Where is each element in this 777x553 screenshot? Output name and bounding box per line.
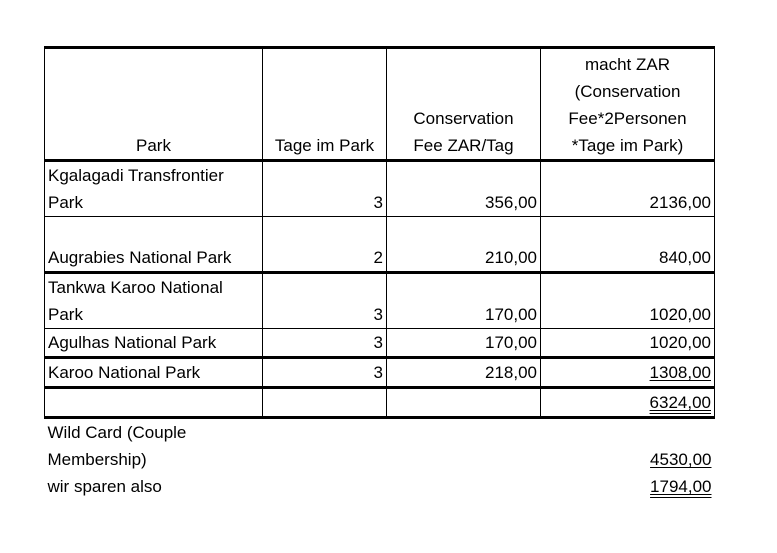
- table-row: [45, 358, 715, 388]
- header-fee: Conservation Fee ZAR/Tag: [387, 48, 541, 161]
- wild-card-row: [45, 418, 715, 474]
- savings-row: [45, 473, 715, 500]
- wild-card-value: 4530,00: [650, 450, 712, 469]
- conservation-fee-table: [44, 46, 715, 500]
- total-cell: 1308,00: [541, 358, 715, 388]
- tage-cell: 3: [263, 329, 387, 358]
- tage-cell: 3: [263, 161, 387, 217]
- table-row: [45, 273, 715, 329]
- fee-cell: 356,00: [387, 161, 541, 217]
- savings-label: wir sparen also: [47, 477, 162, 496]
- fee-cell: 170,00: [387, 329, 541, 358]
- park-cell: Tankwa Karoo National Park: [45, 273, 263, 329]
- fee-cell: 210,00: [387, 217, 541, 273]
- table-row: [45, 217, 715, 273]
- header-park: Park: [45, 48, 263, 161]
- park-cell: Augrabies National Park: [45, 217, 263, 273]
- tage-cell: 3: [263, 273, 387, 329]
- park-cell: Agulhas National Park: [45, 329, 263, 358]
- header-total: macht ZAR (Conservation Fee*2Personen *Tage im Park): [541, 48, 715, 161]
- fee-cell: 218,00: [387, 358, 541, 388]
- table-row: [45, 161, 715, 217]
- savings-value: 1794,00: [650, 477, 712, 496]
- wild-card-label: Wild Card (Couple Membership): [47, 423, 187, 469]
- table-row: [45, 329, 715, 358]
- total-cell: 1020,00: [541, 273, 715, 329]
- sum-row: [45, 388, 715, 418]
- total-cell: 1020,00: [541, 329, 715, 358]
- tage-cell: 2: [263, 217, 387, 273]
- total-cell: 2136,00: [541, 161, 715, 217]
- sum-total-cell: 6324,00: [541, 388, 715, 418]
- total-cell: 840,00: [541, 217, 715, 273]
- header-tage: Tage im Park: [263, 48, 387, 161]
- header-row: [45, 48, 715, 161]
- park-cell: Karoo National Park: [45, 358, 263, 388]
- fee-cell: 170,00: [387, 273, 541, 329]
- park-cell: Kgalagadi Transfrontier Park: [45, 161, 263, 217]
- tage-cell: 3: [263, 358, 387, 388]
